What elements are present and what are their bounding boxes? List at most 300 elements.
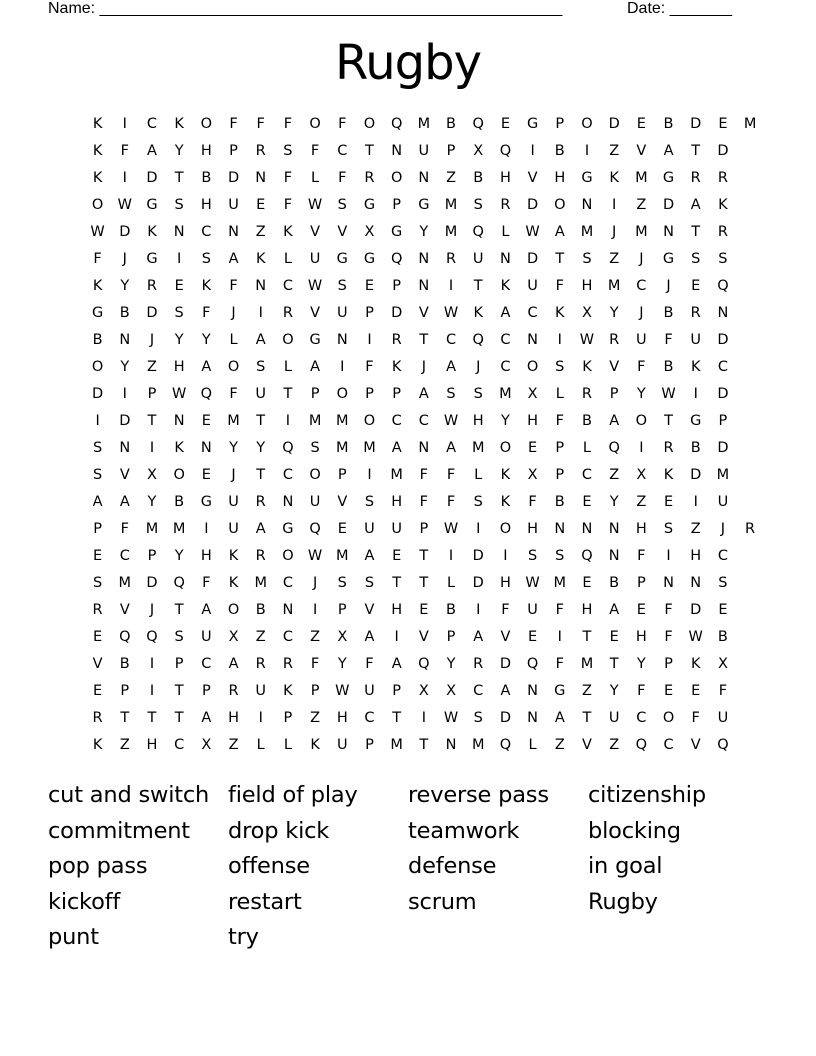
grid-letter[interactable]: V [582, 737, 592, 753]
grid-letter[interactable]: T [582, 629, 592, 645]
grid-letter[interactable]: E [582, 494, 592, 510]
grid-letter[interactable]: A [92, 494, 103, 510]
grid-letter[interactable]: N [663, 575, 674, 591]
grid-letter[interactable]: A [663, 143, 674, 159]
grid-letter[interactable]: N [173, 224, 185, 240]
grid-letter[interactable]: F [555, 278, 564, 294]
grid-letter[interactable]: M [363, 440, 376, 456]
grid-letter[interactable]: Y [120, 278, 130, 294]
grid-letter[interactable]: K [690, 359, 701, 375]
grid-letter[interactable]: V [364, 602, 375, 618]
grid-letter[interactable]: O [200, 116, 213, 132]
grid-letter[interactable]: P [419, 521, 429, 537]
grid-letter[interactable]: N [418, 278, 430, 294]
grid-letter[interactable]: O [282, 332, 294, 348]
grid-letter[interactable]: W [443, 413, 459, 429]
grid-letter[interactable]: W [688, 629, 703, 645]
grid-letter[interactable]: K [174, 116, 184, 132]
grid-letter[interactable]: R [391, 332, 402, 348]
grid-letter[interactable]: Y [609, 494, 619, 510]
grid-letter[interactable]: P [147, 386, 157, 402]
grid-letter[interactable]: A [554, 224, 565, 240]
grid-letter[interactable]: H [581, 602, 593, 618]
grid-letter[interactable]: N [608, 548, 620, 564]
grid-letter[interactable]: P [636, 575, 646, 591]
grid-letter[interactable]: Z [609, 737, 620, 753]
grid-letter[interactable]: F [338, 116, 347, 132]
grid-letter[interactable]: S [582, 251, 592, 267]
grid-letter[interactable]: I [666, 548, 671, 564]
grid-letter[interactable]: D [717, 386, 729, 402]
grid-letter[interactable]: A [201, 710, 212, 726]
grid-letter[interactable]: A [609, 413, 620, 429]
grid-letter[interactable]: Y [609, 683, 619, 699]
grid-letter[interactable]: Q [499, 143, 512, 159]
grid-letter[interactable]: C [663, 737, 674, 753]
grid-letter[interactable]: T [147, 710, 157, 726]
grid-letter[interactable]: K [283, 683, 293, 699]
grid-letter[interactable]: J [720, 521, 726, 537]
grid-letter[interactable]: W [307, 197, 323, 213]
grid-letter[interactable]: V [337, 494, 348, 510]
grid-letter[interactable]: I [367, 332, 372, 348]
grid-letter[interactable]: U [228, 494, 239, 510]
grid-letter[interactable]: P [392, 386, 402, 402]
grid-letter[interactable]: C [364, 710, 375, 726]
grid-letter[interactable]: B [92, 332, 103, 348]
name-field[interactable]: Name: ____________________________________________________ [48, 0, 563, 17]
grid-letter[interactable]: Q [717, 278, 729, 294]
grid-letter[interactable]: S [473, 386, 483, 402]
grid-letter[interactable]: T [174, 602, 184, 618]
grid-letter[interactable]: W [307, 278, 323, 294]
grid-letter[interactable]: I [557, 332, 562, 348]
grid-letter[interactable]: P [283, 710, 293, 726]
grid-letter[interactable]: E [201, 467, 211, 483]
grid-letter[interactable]: U [309, 251, 321, 267]
grid-letter[interactable]: X [473, 143, 484, 159]
grid-letter[interactable]: P [446, 629, 456, 645]
grid-letter[interactable]: A [554, 710, 565, 726]
grid-letter[interactable]: F [419, 494, 429, 510]
grid-letter[interactable]: N [499, 251, 511, 267]
grid-letter[interactable]: Q [499, 737, 512, 753]
grid-letter[interactable]: E [93, 683, 103, 699]
grid-letter[interactable]: L [256, 737, 265, 753]
grid-letter[interactable]: R [92, 710, 103, 726]
grid-letter[interactable]: N [581, 197, 593, 213]
grid-letter[interactable]: L [283, 251, 292, 267]
grid-letter[interactable]: K [391, 359, 402, 375]
grid-letter[interactable]: E [419, 602, 429, 618]
grid-letter[interactable]: K [582, 359, 592, 375]
grid-letter[interactable]: F [555, 413, 564, 429]
grid-letter[interactable]: Y [174, 143, 184, 159]
grid-letter[interactable]: G [363, 197, 376, 213]
grid-letter[interactable]: S [92, 440, 103, 456]
grid-letter[interactable]: P [392, 278, 402, 294]
grid-letter[interactable]: W [525, 575, 540, 591]
grid-letter[interactable]: T [147, 413, 157, 429]
grid-letter[interactable]: F [283, 197, 293, 213]
grid-letter[interactable]: R [745, 521, 756, 537]
grid-letter[interactable]: K [500, 278, 511, 294]
grid-letter[interactable]: D [499, 656, 511, 672]
grid-letter[interactable]: Z [446, 170, 456, 186]
grid-letter[interactable]: G [554, 683, 566, 699]
grid-letter[interactable]: W [661, 386, 676, 402]
grid-letter[interactable]: U [364, 521, 375, 537]
grid-letter[interactable]: R [690, 170, 701, 186]
grid-letter[interactable]: C [282, 278, 293, 294]
grid-letter[interactable]: N [200, 440, 212, 456]
grid-letter[interactable]: O [390, 170, 403, 186]
grid-letter[interactable]: M [716, 467, 730, 483]
grid-letter[interactable]: I [421, 710, 426, 726]
grid-letter[interactable]: P [718, 413, 728, 429]
grid-letter[interactable]: C [717, 359, 728, 375]
grid-letter[interactable]: O [227, 602, 240, 618]
grid-letter[interactable]: N [418, 170, 430, 186]
grid-letter[interactable]: X [446, 683, 456, 699]
grid-letter[interactable]: R [690, 305, 701, 321]
grid-letter[interactable]: B [717, 629, 728, 645]
grid-letter[interactable]: D [146, 305, 158, 321]
grid-letter[interactable]: N [255, 278, 267, 294]
grid-letter[interactable]: E [609, 629, 619, 645]
grid-letter[interactable]: Q [608, 440, 620, 456]
grid-letter[interactable]: A [446, 440, 456, 456]
grid-letter[interactable]: R [255, 548, 266, 564]
grid-letter[interactable]: D [527, 251, 539, 267]
grid-letter[interactable]: P [555, 116, 565, 132]
grid-letter[interactable]: F [229, 116, 238, 132]
grid-letter[interactable]: S [473, 197, 483, 213]
grid-letter[interactable]: C [119, 548, 130, 564]
grid-letter[interactable]: T [120, 710, 130, 726]
grid-letter[interactable]: P [664, 656, 673, 672]
grid-letter[interactable]: I [557, 629, 562, 645]
grid-letter[interactable]: H [527, 413, 539, 429]
grid-letter[interactable]: S [446, 386, 456, 402]
grid-letter[interactable]: U [336, 305, 348, 321]
grid-letter[interactable]: I [612, 197, 617, 213]
grid-letter[interactable]: Q [146, 629, 158, 645]
grid-letter[interactable]: C [527, 305, 538, 321]
grid-letter[interactable]: N [527, 710, 539, 726]
grid-letter[interactable]: P [201, 683, 211, 699]
grid-letter[interactable]: P [392, 683, 402, 699]
grid-letter[interactable]: R [282, 656, 293, 672]
grid-letter[interactable]: V [500, 629, 511, 645]
grid-letter[interactable]: I [503, 548, 508, 564]
grid-letter[interactable]: C [473, 683, 484, 699]
grid-letter[interactable]: L [446, 575, 456, 591]
grid-letter[interactable]: K [147, 224, 157, 240]
grid-letter[interactable]: C [282, 467, 293, 483]
grid-letter[interactable]: T [392, 710, 402, 726]
grid-letter[interactable]: S [174, 629, 184, 645]
grid-letter[interactable]: U [228, 197, 239, 213]
grid-letter[interactable]: A [201, 359, 212, 375]
grid-letter[interactable]: S [473, 710, 483, 726]
grid-letter[interactable]: Y [636, 656, 646, 672]
grid-letter[interactable]: M [580, 656, 594, 672]
grid-letter[interactable]: Y [174, 332, 184, 348]
grid-letter[interactable]: G [336, 251, 348, 267]
grid-letter[interactable]: U [717, 710, 729, 726]
grid-letter[interactable]: I [367, 467, 372, 483]
grid-letter[interactable]: D [690, 602, 702, 618]
grid-letter[interactable]: R [663, 440, 674, 456]
grid-letter[interactable]: I [312, 602, 318, 618]
grid-letter[interactable]: N [391, 143, 403, 159]
grid-letter[interactable]: E [691, 683, 701, 699]
grid-letter[interactable]: T [419, 548, 429, 564]
grid-letter[interactable]: T [419, 575, 429, 591]
grid-letter[interactable]: B [663, 305, 674, 321]
grid-letter[interactable]: D [92, 386, 104, 402]
grid-letter[interactable]: A [446, 359, 456, 375]
grid-letter[interactable]: I [448, 548, 454, 564]
grid-letter[interactable]: U [364, 683, 375, 699]
grid-letter[interactable]: P [365, 737, 374, 753]
grid-letter[interactable]: O [499, 440, 512, 456]
grid-letter[interactable]: M [743, 116, 757, 132]
grid-letter[interactable]: I [340, 359, 345, 375]
grid-letter[interactable]: R [581, 386, 592, 402]
grid-letter[interactable]: W [443, 710, 459, 726]
grid-letter[interactable]: U [309, 494, 321, 510]
grid-letter[interactable]: P [555, 440, 565, 456]
grid-letter[interactable]: U [255, 683, 267, 699]
grid-letter[interactable]: K [255, 251, 266, 267]
grid-letter[interactable]: P [147, 548, 157, 564]
grid-letter[interactable]: D [662, 197, 675, 213]
grid-letter[interactable]: W [525, 224, 540, 240]
grid-letter[interactable]: Q [200, 386, 213, 402]
grid-letter[interactable]: B [201, 170, 212, 186]
grid-letter[interactable]: H [200, 548, 212, 564]
grid-letter[interactable]: O [581, 116, 593, 132]
grid-letter[interactable]: C [418, 413, 429, 429]
grid-letter[interactable]: A [364, 629, 375, 645]
grid-letter[interactable]: T [174, 710, 184, 726]
grid-letter[interactable]: U [527, 278, 538, 294]
grid-letter[interactable]: E [718, 602, 728, 618]
grid-letter[interactable]: H [472, 413, 484, 429]
grid-letter[interactable]: Z [609, 143, 620, 159]
grid-letter[interactable]: F [93, 251, 102, 267]
grid-letter[interactable]: E [93, 629, 103, 645]
grid-letter[interactable]: A [147, 143, 157, 159]
grid-letter[interactable]: N [119, 440, 131, 456]
grid-letter[interactable]: L [582, 440, 592, 456]
grid-letter[interactable]: D [146, 575, 158, 591]
grid-letter[interactable]: T [283, 386, 293, 402]
grid-letter[interactable]: C [391, 413, 402, 429]
grid-letter[interactable]: R [92, 602, 103, 618]
grid-letter[interactable]: M [390, 467, 403, 483]
grid-letter[interactable]: H [173, 359, 185, 375]
grid-letter[interactable]: X [228, 629, 239, 645]
grid-letter[interactable]: M [390, 737, 403, 753]
grid-letter[interactable]: I [476, 521, 481, 537]
grid-letter[interactable]: G [91, 305, 104, 321]
grid-letter[interactable]: A [690, 197, 701, 213]
grid-letter[interactable]: T [419, 332, 429, 348]
grid-letter[interactable]: N [228, 224, 239, 240]
grid-letter[interactable]: I [177, 251, 182, 267]
grid-letter[interactable]: S [92, 467, 103, 483]
grid-letter[interactable]: R [364, 170, 375, 186]
grid-letter[interactable]: O [91, 359, 104, 375]
grid-letter[interactable]: F [365, 359, 374, 375]
grid-letter[interactable]: V [119, 467, 130, 483]
grid-letter[interactable]: F [120, 521, 129, 537]
grid-letter[interactable]: O [363, 413, 376, 429]
grid-letter[interactable]: D [472, 575, 484, 591]
grid-letter[interactable]: D [391, 305, 403, 321]
grid-letter[interactable]: X [418, 683, 429, 699]
grid-letter[interactable]: E [582, 575, 592, 591]
grid-letter[interactable]: F [120, 143, 129, 159]
grid-letter[interactable]: E [528, 629, 538, 645]
grid-letter[interactable]: B [119, 656, 130, 672]
grid-letter[interactable]: E [256, 197, 266, 213]
grid-letter[interactable]: Q [173, 575, 185, 591]
grid-letter[interactable]: F [664, 629, 673, 645]
grid-letter[interactable]: Y [256, 440, 266, 456]
grid-letter[interactable]: G [662, 251, 675, 267]
grid-letter[interactable]: X [147, 467, 157, 483]
grid-letter[interactable]: A [119, 494, 130, 510]
grid-letter[interactable]: G [309, 332, 321, 348]
grid-letter[interactable]: Q [390, 116, 403, 132]
grid-letter[interactable]: F [202, 305, 211, 321]
grid-letter[interactable]: N [717, 305, 729, 321]
grid-letter[interactable]: P [337, 467, 347, 483]
grid-letter[interactable]: L [501, 224, 510, 240]
grid-letter[interactable]: A [391, 440, 402, 456]
grid-letter[interactable]: Y [609, 305, 619, 321]
grid-letter[interactable]: E [718, 116, 728, 132]
grid-letter[interactable]: R [282, 305, 293, 321]
grid-letter[interactable]: D [499, 710, 511, 726]
grid-letter[interactable]: C [636, 278, 647, 294]
grid-letter[interactable]: O [499, 521, 512, 537]
grid-letter[interactable]: E [636, 116, 646, 132]
grid-letter[interactable]: Y [174, 548, 184, 564]
grid-letter[interactable]: J [476, 359, 481, 375]
grid-letter[interactable]: X [527, 467, 538, 483]
grid-letter[interactable]: H [690, 548, 702, 564]
grid-letter[interactable]: K [92, 278, 103, 294]
grid-letter[interactable]: S [174, 305, 184, 321]
grid-letter[interactable]: U [391, 521, 402, 537]
grid-letter[interactable]: N [282, 494, 294, 510]
grid-letter[interactable]: V [92, 656, 103, 672]
grid-letter[interactable]: I [204, 521, 209, 537]
grid-letter[interactable]: U [717, 494, 729, 510]
grid-letter[interactable]: R [609, 332, 620, 348]
grid-letter[interactable]: I [149, 440, 155, 456]
grid-letter[interactable]: H [391, 602, 403, 618]
grid-letter[interactable]: F [555, 656, 564, 672]
grid-letter[interactable]: C [337, 143, 348, 159]
grid-letter[interactable]: F [229, 278, 238, 294]
grid-letter[interactable]: S [310, 440, 320, 456]
grid-letter[interactable]: I [476, 602, 481, 618]
grid-letter[interactable]: I [122, 386, 127, 402]
grid-letter[interactable]: K [663, 467, 674, 483]
grid-letter[interactable]: D [472, 548, 484, 564]
grid-letter[interactable]: I [95, 413, 100, 429]
grid-letter[interactable]: Q [309, 521, 321, 537]
grid-letter[interactable]: S [256, 359, 266, 375]
grid-letter[interactable]: C [174, 737, 185, 753]
grid-letter[interactable]: S [283, 143, 293, 159]
grid-letter[interactable]: K [92, 143, 103, 159]
grid-letter[interactable]: J [149, 602, 155, 618]
grid-letter[interactable]: S [691, 251, 701, 267]
grid-letter[interactable]: M [471, 440, 485, 456]
grid-letter[interactable]: Y [500, 413, 510, 429]
grid-letter[interactable]: M [444, 197, 458, 213]
grid-letter[interactable]: A [418, 386, 429, 402]
grid-letter[interactable]: S [718, 251, 728, 267]
grid-letter[interactable]: G [146, 251, 158, 267]
grid-letter[interactable]: D [119, 413, 131, 429]
grid-letter[interactable]: F [338, 170, 347, 186]
grid-letter[interactable]: Z [609, 251, 620, 267]
grid-letter[interactable]: Q [635, 737, 648, 753]
grid-letter[interactable]: Z [310, 629, 321, 645]
grid-letter[interactable]: K [718, 197, 728, 213]
grid-letter[interactable]: B [581, 413, 592, 429]
grid-letter[interactable]: Y [337, 656, 347, 672]
grid-letter[interactable]: Z [255, 629, 266, 645]
grid-letter[interactable]: N [581, 521, 593, 537]
grid-letter[interactable]: S [337, 197, 347, 213]
grid-letter[interactable]: K [228, 548, 239, 564]
grid-letter[interactable]: L [283, 737, 292, 753]
grid-letter[interactable]: M [471, 737, 485, 753]
grid-letter[interactable]: G [418, 197, 430, 213]
grid-letter[interactable]: P [392, 197, 402, 213]
grid-letter[interactable]: X [582, 305, 592, 321]
grid-letter[interactable]: F [256, 116, 265, 132]
grid-letter[interactable]: F [528, 494, 537, 510]
grid-letter[interactable]: R [717, 170, 728, 186]
grid-letter[interactable]: U [636, 332, 647, 348]
grid-letter[interactable]: R [255, 143, 266, 159]
grid-letter[interactable]: B [609, 575, 620, 591]
grid-letter[interactable]: S [92, 575, 103, 591]
grid-letter[interactable]: E [636, 602, 646, 618]
grid-letter[interactable]: P [365, 305, 374, 321]
grid-letter[interactable]: Z [228, 737, 239, 753]
grid-letter[interactable]: I [258, 710, 263, 726]
grid-letter[interactable]: C [201, 224, 212, 240]
grid-letter[interactable]: Y [446, 656, 456, 672]
grid-letter[interactable]: F [446, 467, 456, 483]
grid-letter[interactable]: C [445, 332, 457, 348]
grid-letter[interactable]: Z [310, 710, 321, 726]
grid-letter[interactable]: P [609, 386, 619, 402]
grid-letter[interactable]: D [608, 116, 620, 132]
grid-letter[interactable]: C [500, 332, 511, 348]
